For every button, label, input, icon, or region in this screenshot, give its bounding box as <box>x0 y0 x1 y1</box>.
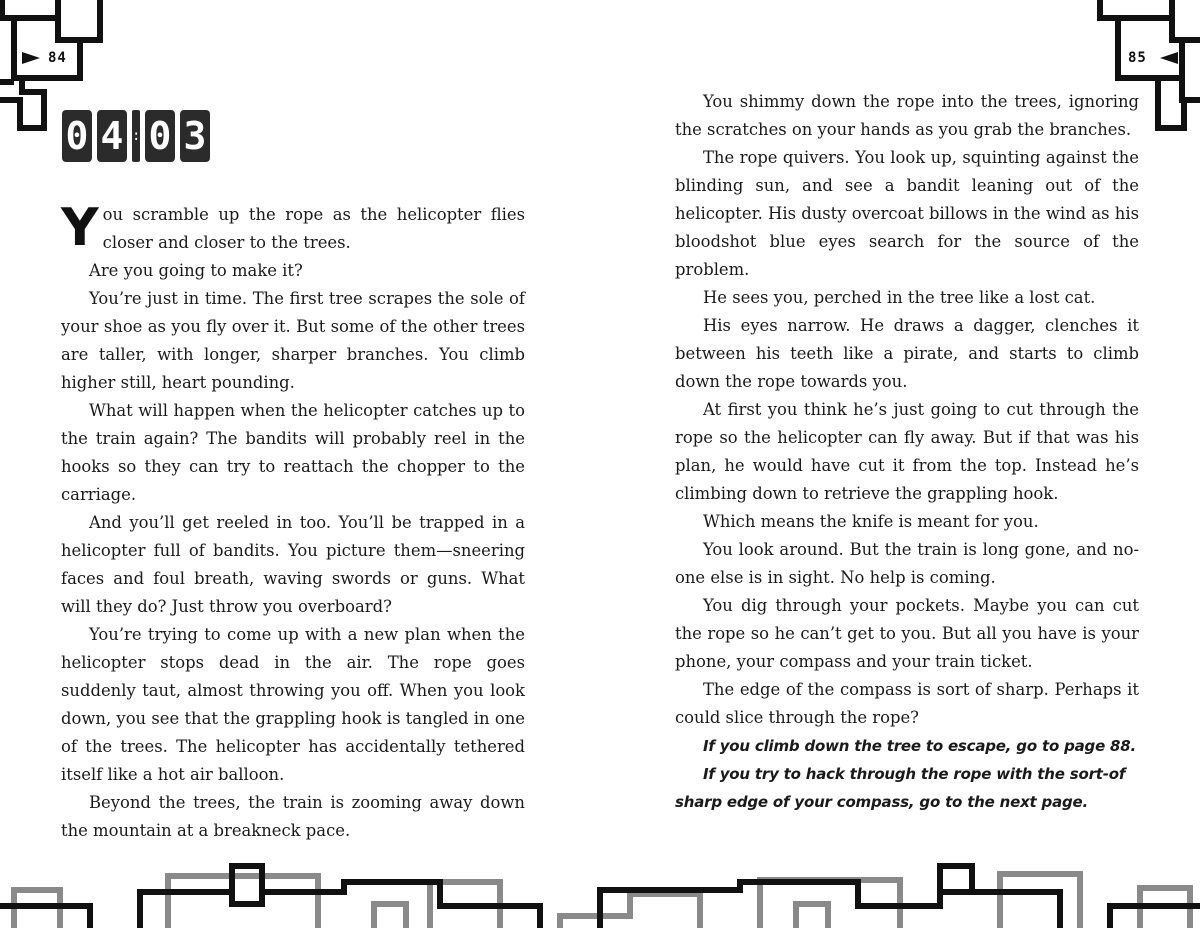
opening-paragraph <box>61 198 525 258</box>
timer-separator: : <box>132 110 140 162</box>
timer-digit: 0 <box>145 110 175 162</box>
paragraph: You shimmy down the rope into the trees, ignoring the scratches on your hands as you grab the branches. <box>675 92 1139 139</box>
timer-digit: 0 <box>62 110 92 162</box>
paragraph: Are you going to make it? <box>89 261 303 280</box>
left-page-number: 84 <box>48 50 67 66</box>
paragraph: Which means the knife is meant for you. <box>703 512 1039 531</box>
paragraph: He sees you, perched in the tree like a lost cat. <box>703 288 1096 307</box>
paragraph: At first you think he’s just going to cut through the rope so the helicopter can fly away. But if that was his plan, he would have cut it from the top. Instead he’s climbing down to retrieve the grappling hook. <box>675 400 1139 503</box>
drop-cap: Y <box>61 198 99 258</box>
countdown-timer <box>62 110 210 162</box>
left-page-text <box>61 198 525 845</box>
right-page-number: 85 <box>1128 50 1147 66</box>
timer-digit: 4 <box>97 110 127 162</box>
paragraph: You’re just in time. The first tree scrapes the sole of your shoe as you fly over it. But some of the other trees are taller, with longer, sharper branches. You climb higher still, heart pounding. <box>61 289 525 392</box>
paragraph: The rope quivers. You look up, squinting against the blinding sun, and see a bandit leaning out of the helicopter. His dusty overcoat billows in the wind as his bloodshot blue eyes search for the source of the problem. <box>675 148 1139 279</box>
paragraph: You dig through your pockets. Maybe you can cut the rope so he can’t get to you. But all you have is your phone, your compass and your train ticket. <box>675 596 1139 671</box>
timer-digit: 3 <box>180 110 210 162</box>
choice-climb-down[interactable]: If you climb down the tree to escape, go to page 88. <box>703 737 1137 755</box>
paragraph: The edge of the compass is sort of sharp. Perhaps it could slice through the rope? <box>675 680 1139 727</box>
paragraph: You’re trying to come up with a new plan when the helicopter stops dead in the air. The rope goes suddenly taut, almost throwing you off. When you look down, you see that the grappling hook is tangled in one of the trees. The helicopter has accidentally tethered itself like a hot air balloon. <box>61 625 525 784</box>
paragraph: And you’ll get reeled in too. You’ll be trapped in a helicopter full of bandits. You picture them—sneering faces and foul breath, waving swords or guns. What will they do? Just throw you overboard? <box>61 513 525 616</box>
paragraph: You look around. But the train is long gone, and no-one else is in sight. No help is coming. <box>675 540 1139 587</box>
right-arrow-marker <box>1160 52 1178 64</box>
paragraph: Beyond the trees, the train is zooming away down the mountain at a breakneck pace. <box>61 793 525 840</box>
opening-paragraph-text: ou scramble up the rope as the helicopter flies closer and closer to the trees. <box>102 205 525 252</box>
paragraph: What will happen when the helicopter catches up to the train again? The bandits will probably reel in the hooks so they can try to reattach the chopper to the carriage. <box>61 401 525 504</box>
choice-cut-rope[interactable]: If you try to hack through the rope with the sort-of sharp edge of your compass, go to the next page. <box>675 765 1126 811</box>
right-page-text <box>675 88 1139 816</box>
left-arrow-marker <box>22 52 40 64</box>
paragraph: His eyes narrow. He draws a dagger, clenches it between his teeth like a pirate, and starts to climb down the rope towards you. <box>675 316 1139 391</box>
